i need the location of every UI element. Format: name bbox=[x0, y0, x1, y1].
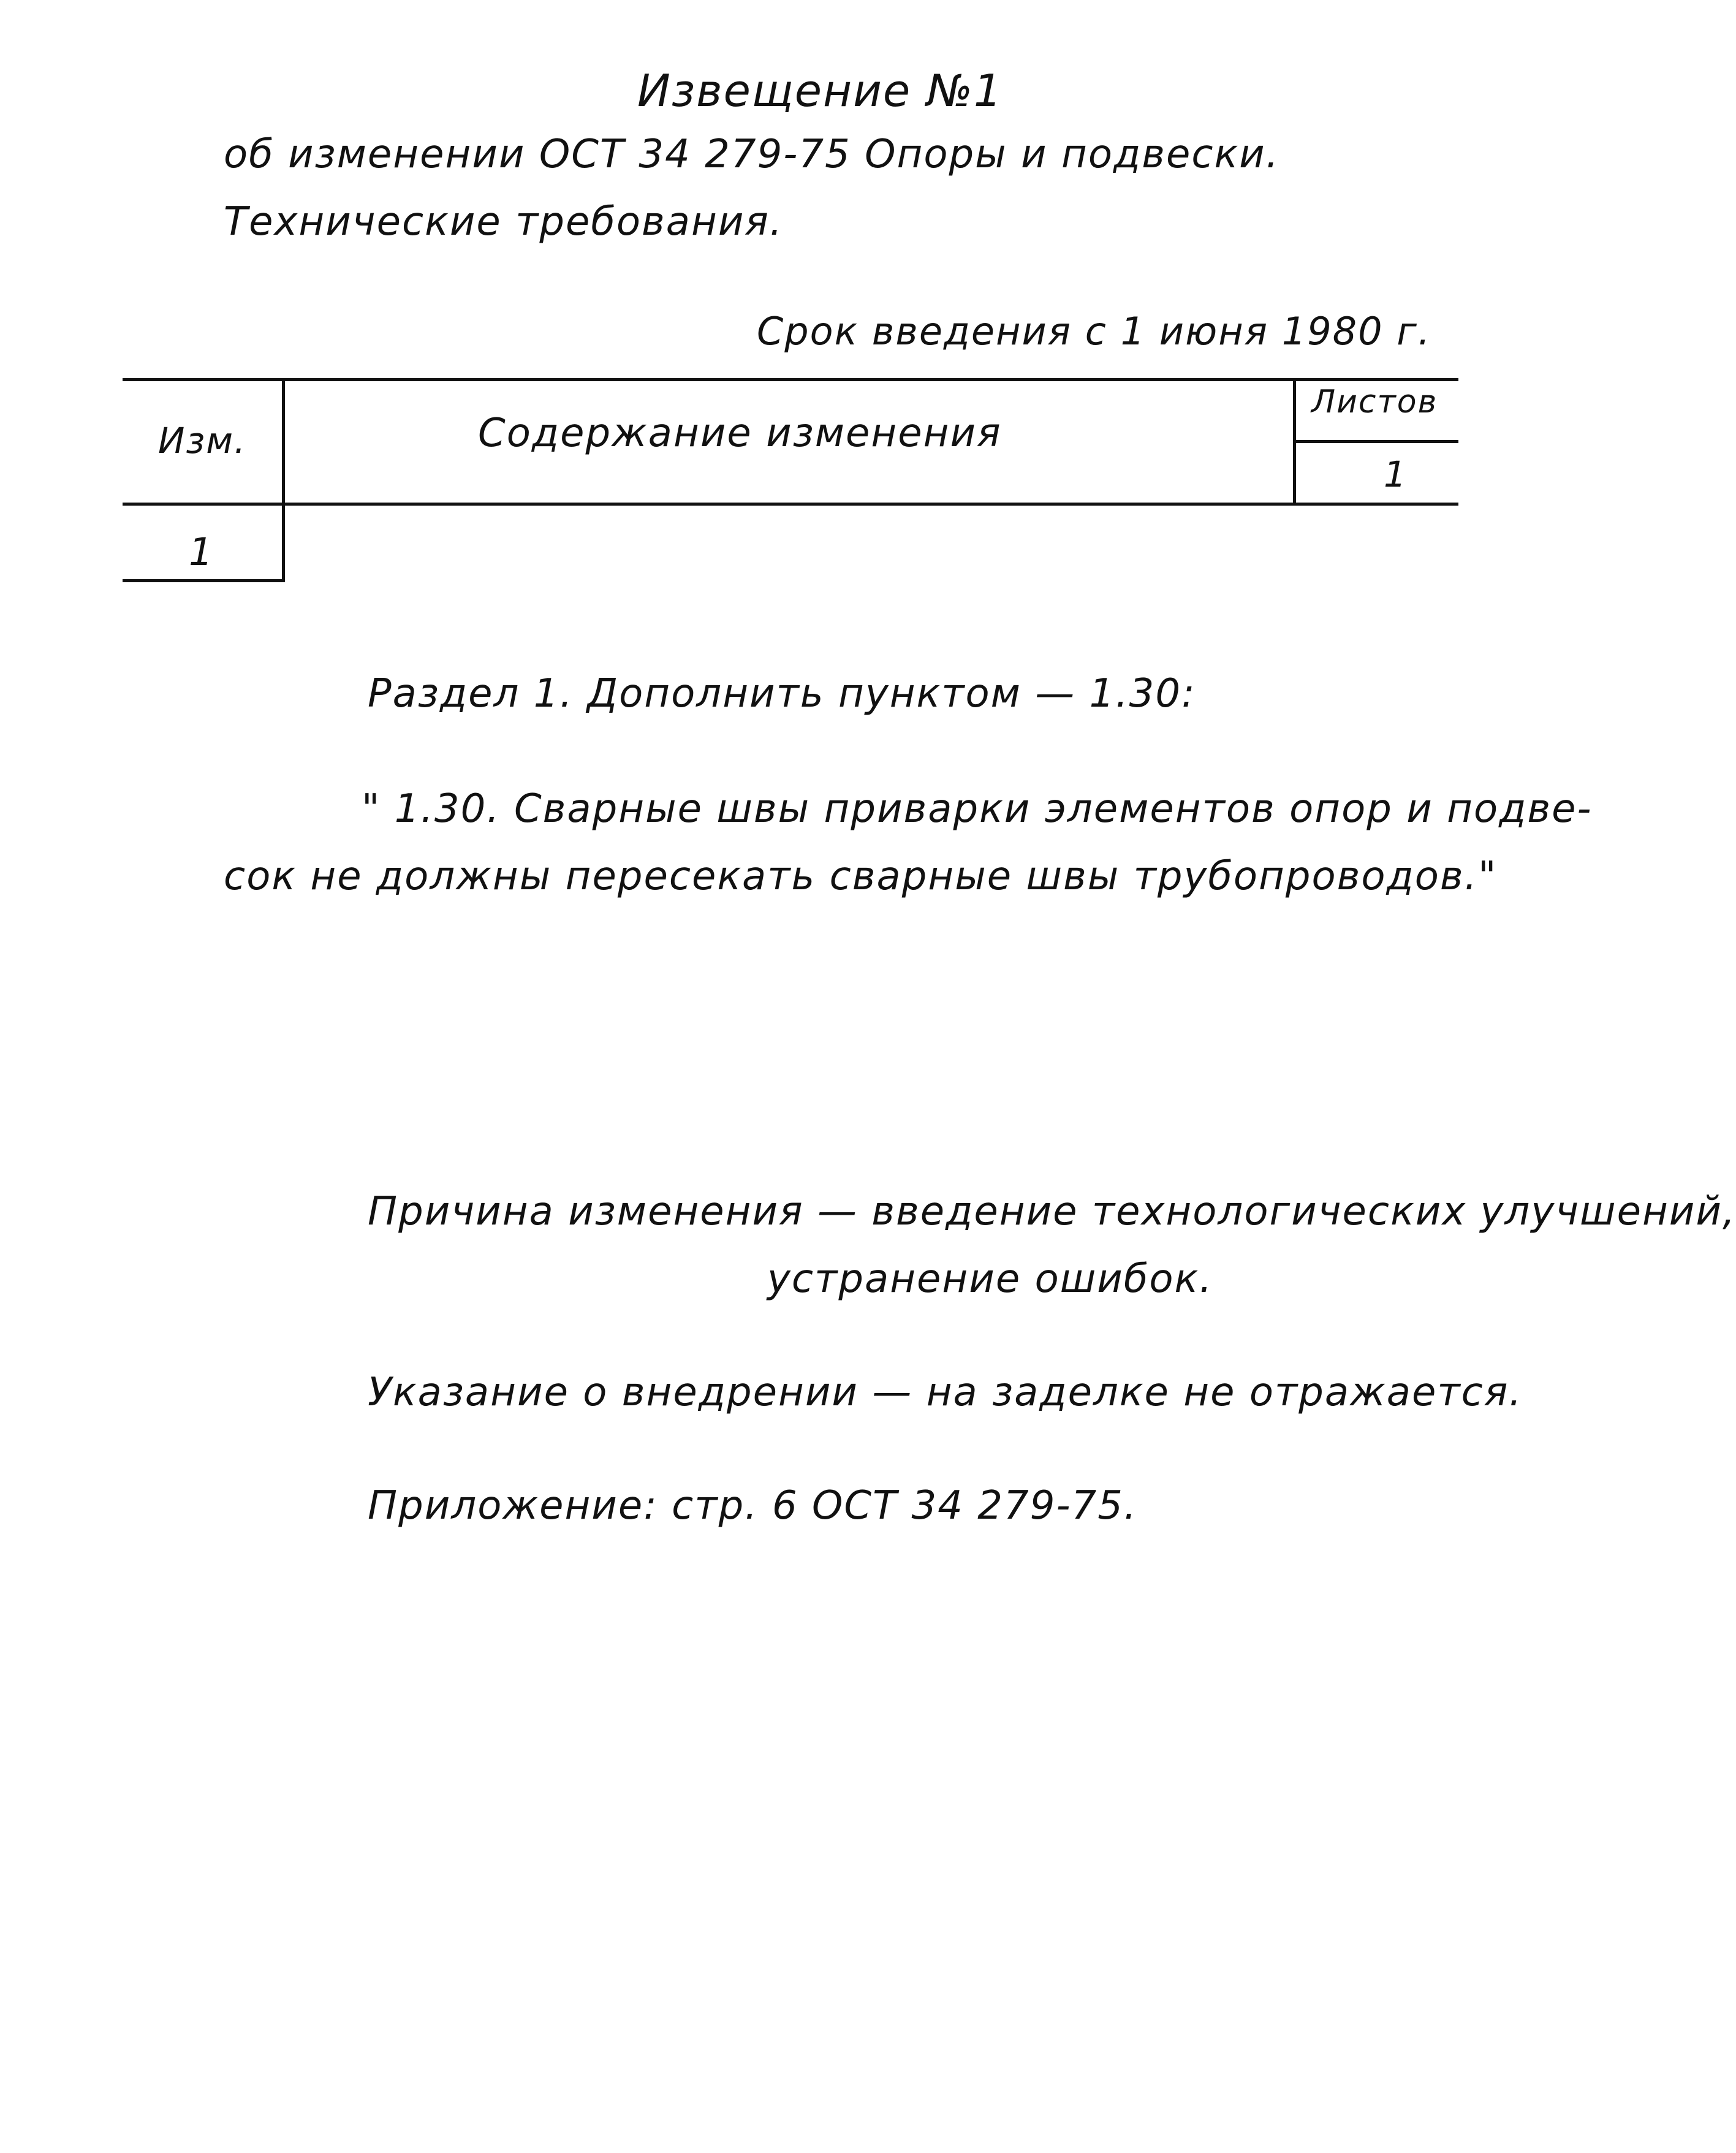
header-sheets: Листов bbox=[1311, 384, 1438, 420]
notice-subject-line-2: Технические требования. bbox=[224, 199, 784, 245]
notice-subject-line-1: об изменении ОСТ 34 279-75 Опоры и подвески. bbox=[224, 132, 1280, 177]
appendix-reference: Приложение: стр. 6 ОСТ 34 279-75. bbox=[368, 1483, 1138, 1528]
effective-date: Срок введения с 1 июня 1980 г. bbox=[757, 309, 1431, 354]
section-instruction: Раздел 1. Дополнить пунктом — 1.30: bbox=[368, 671, 1196, 716]
clause-text-line-2: сок не должны пересекать сварные швы трубопроводов." bbox=[224, 854, 1498, 899]
clause-text-line-1: " 1.30. Сварные швы приварки элементов опор и подве- bbox=[362, 786, 1593, 832]
table-header-bottom-rule bbox=[123, 503, 1458, 506]
sheets-count: 1 bbox=[1384, 454, 1408, 495]
change-reason-line-2: устранение ошибок. bbox=[767, 1256, 1213, 1302]
change-number: 1 bbox=[189, 530, 214, 574]
sheets-divider-rule bbox=[1294, 440, 1458, 443]
table-sheets-divider bbox=[1293, 378, 1296, 506]
table-row-bottom-rule bbox=[123, 579, 285, 582]
header-change-no: Изм. bbox=[158, 420, 247, 461]
change-reason-line-1: Причина изменения — введение технологических улучшений, bbox=[368, 1189, 1736, 1234]
header-change-content: Содержание изменения bbox=[478, 411, 1002, 456]
implementation-note: Указание о внедрении — на заделке не отражается. bbox=[368, 1370, 1523, 1415]
table-col-divider bbox=[282, 378, 285, 582]
table-top-rule bbox=[123, 378, 1458, 381]
notice-title: Извещение №1 bbox=[637, 65, 1003, 116]
